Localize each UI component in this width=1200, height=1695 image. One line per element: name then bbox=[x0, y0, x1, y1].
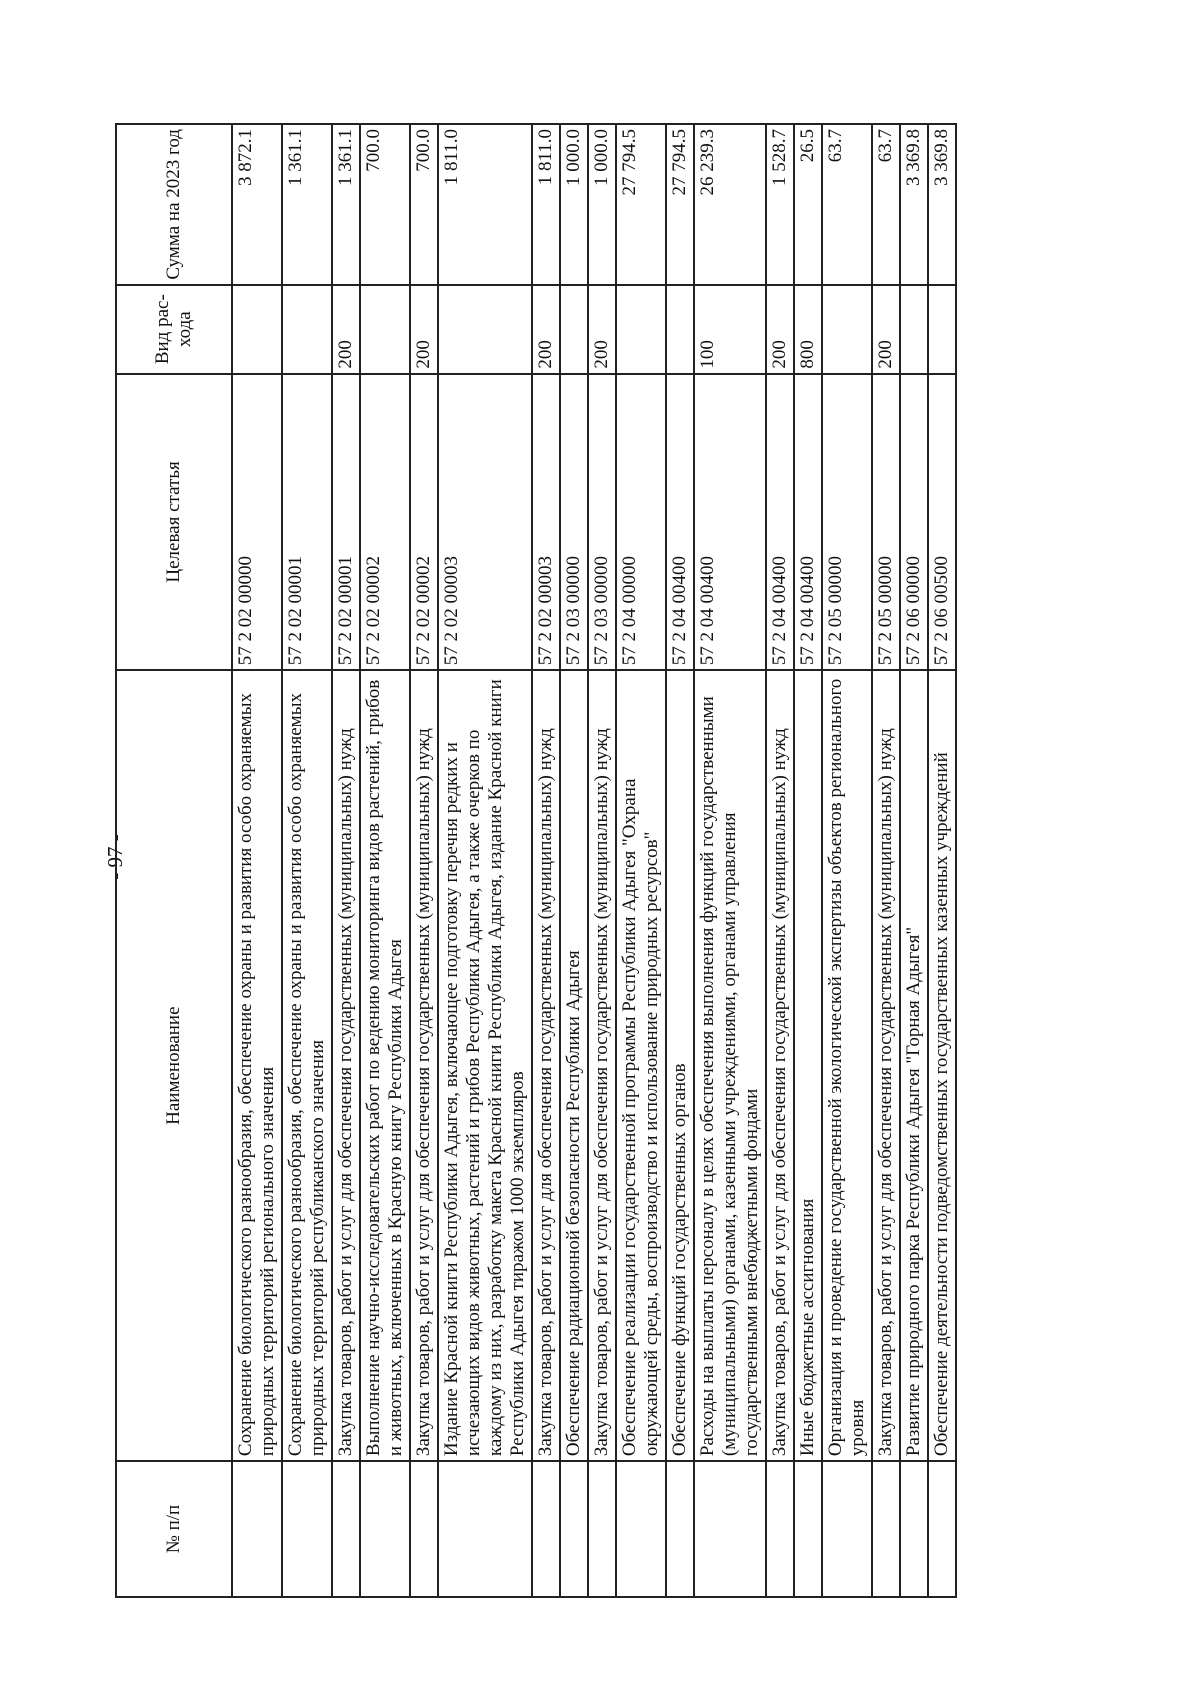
row-target-article: 57 2 02 00001 bbox=[282, 374, 332, 671]
row-expense-type bbox=[438, 285, 532, 374]
row-name: Выполнение научно-исследовательских работ по ведению мониторинга видов растений, грибов и животных, включенных в Красную книгу Республики Адыгея bbox=[360, 670, 410, 1461]
row-name: Закупка товаров, работ и услуг для обеспечения государственных (муниципальных) нужд bbox=[872, 670, 900, 1461]
row-number bbox=[794, 1461, 822, 1597]
row-expense-type bbox=[360, 285, 410, 374]
table-row bbox=[438, 124, 532, 1597]
table-row bbox=[928, 124, 956, 1597]
row-amount: 63.7 bbox=[822, 124, 872, 285]
row-expense-type bbox=[900, 285, 928, 374]
row-number bbox=[872, 1461, 900, 1597]
row-amount: 3 369.8 bbox=[900, 124, 928, 285]
table-row bbox=[666, 124, 694, 1597]
table-row bbox=[900, 124, 928, 1597]
row-number bbox=[822, 1461, 872, 1597]
row-name: Иные бюджетные ассигнования bbox=[794, 670, 822, 1461]
row-number bbox=[928, 1461, 956, 1597]
header-name: Наименование bbox=[116, 670, 232, 1461]
table-row bbox=[616, 124, 666, 1597]
row-amount: 3 369.8 bbox=[928, 124, 956, 285]
row-target-article: 57 2 04 00400 bbox=[694, 374, 766, 671]
row-expense-type bbox=[616, 285, 666, 374]
row-amount: 1 361.1 bbox=[332, 124, 360, 285]
row-target-article: 57 2 05 00000 bbox=[872, 374, 900, 671]
row-number bbox=[694, 1461, 766, 1597]
table-row bbox=[232, 124, 282, 1597]
row-target-article: 57 2 05 00000 bbox=[822, 374, 872, 671]
row-expense-type bbox=[232, 285, 282, 374]
row-target-article: 57 2 06 00000 bbox=[900, 374, 928, 671]
row-expense-type: 100 bbox=[694, 285, 766, 374]
row-name: Расходы на выплаты персоналу в целях обеспечения выполнения функций государственными (муниципальными) органами, казенными учреждениями, органами управления государственными внебюджетными фондами bbox=[694, 670, 766, 1461]
row-number bbox=[410, 1461, 438, 1597]
row-expense-type: 200 bbox=[410, 285, 438, 374]
row-name: Обеспечение реализации государственной программы Республики Адыгея "Охрана окружающей среды, воспроизводство и использование природных ресурсов" bbox=[616, 670, 666, 1461]
row-expense-type bbox=[666, 285, 694, 374]
budget-table bbox=[115, 123, 957, 1598]
row-amount: 700.0 bbox=[410, 124, 438, 285]
row-name: Издание Красной книги Республики Адыгея, включающее подготовку перечня редких и исчезающих видов животных, растений и грибов Республики Адыгея, а также очерков по каждому из них, разработку макета Красной книги Республики Адыгея, издание Красной книги Республики Адыгея тиражом 1000 экземпляров bbox=[438, 670, 532, 1461]
row-number bbox=[360, 1461, 410, 1597]
row-number bbox=[560, 1461, 588, 1597]
row-target-article: 57 2 02 00003 bbox=[438, 374, 532, 671]
row-name: Развитие природного парка Республики Адыгея "Горная Адыгея" bbox=[900, 670, 928, 1461]
row-target-article: 57 2 04 00400 bbox=[794, 374, 822, 671]
row-amount: 1 528.7 bbox=[766, 124, 794, 285]
row-expense-type bbox=[822, 285, 872, 374]
row-name: Обеспечение радиационной безопасности Республики Адыгея bbox=[560, 670, 588, 1461]
row-name: Закупка товаров, работ и услуг для обеспечения государственных (муниципальных) нужд bbox=[532, 670, 560, 1461]
row-name: Закупка товаров, работ и услуг для обеспечения государственных (муниципальных) нужд bbox=[410, 670, 438, 1461]
header-amount-2023: Сумма на 2023 год bbox=[116, 124, 232, 285]
row-amount: 700.0 bbox=[360, 124, 410, 285]
row-amount: 26.5 bbox=[794, 124, 822, 285]
rotated-page-content bbox=[115, 123, 1065, 1598]
row-name: Закупка товаров, работ и услуг для обеспечения государственных (муниципальных) нужд bbox=[588, 670, 616, 1461]
row-amount: 1 000.0 bbox=[588, 124, 616, 285]
row-target-article: 57 2 04 00000 bbox=[616, 374, 666, 671]
table-row bbox=[766, 124, 794, 1597]
row-amount: 63.7 bbox=[872, 124, 900, 285]
table-row bbox=[410, 124, 438, 1597]
row-amount: 1 811.0 bbox=[438, 124, 532, 285]
row-name: Организация и проведение государственной экологической экспертизы объектов регионального уровня bbox=[822, 670, 872, 1461]
table-row bbox=[588, 124, 616, 1597]
row-amount: 3 872.1 bbox=[232, 124, 282, 285]
row-amount: 1 361.1 bbox=[282, 124, 332, 285]
header-row bbox=[116, 124, 232, 1597]
row-amount: 1 000.0 bbox=[560, 124, 588, 285]
table-row bbox=[822, 124, 872, 1597]
row-expense-type: 800 bbox=[794, 285, 822, 374]
row-expense-type: 200 bbox=[332, 285, 360, 374]
row-target-article: 57 2 03 00000 bbox=[588, 374, 616, 671]
table-row bbox=[794, 124, 822, 1597]
row-number bbox=[588, 1461, 616, 1597]
header-target-article: Целевая статья bbox=[116, 374, 232, 671]
row-amount: 26 239.3 bbox=[694, 124, 766, 285]
row-target-article: 57 2 06 00500 bbox=[928, 374, 956, 671]
row-amount: 27 794.5 bbox=[666, 124, 694, 285]
row-expense-type: 200 bbox=[872, 285, 900, 374]
row-target-article: 57 2 02 00000 bbox=[232, 374, 282, 671]
row-name: Обеспечение функций государственных органов bbox=[666, 670, 694, 1461]
row-amount: 1 811.0 bbox=[532, 124, 560, 285]
row-target-article: 57 2 02 00002 bbox=[410, 374, 438, 671]
row-name: Закупка товаров, работ и услуг для обеспечения государственных (муниципальных) нужд bbox=[766, 670, 794, 1461]
table-row bbox=[360, 124, 410, 1597]
row-expense-type bbox=[928, 285, 956, 374]
header-expense-type: Вид рас-хода bbox=[116, 285, 232, 374]
row-number bbox=[666, 1461, 694, 1597]
row-name: Закупка товаров, работ и услуг для обеспечения государственных (муниципальных) нужд bbox=[332, 670, 360, 1461]
row-number bbox=[616, 1461, 666, 1597]
row-target-article: 57 2 02 00002 bbox=[360, 374, 410, 671]
table-row bbox=[694, 124, 766, 1597]
row-number bbox=[438, 1461, 532, 1597]
row-number bbox=[332, 1461, 360, 1597]
table-row bbox=[332, 124, 360, 1597]
row-target-article: 57 2 02 00001 bbox=[332, 374, 360, 671]
row-target-article: 57 2 03 00000 bbox=[560, 374, 588, 671]
row-target-article: 57 2 02 00003 bbox=[532, 374, 560, 671]
table-row bbox=[532, 124, 560, 1597]
row-expense-type bbox=[282, 285, 332, 374]
row-expense-type bbox=[560, 285, 588, 374]
row-name: Обеспечение деятельности подведомственных государственных казенных учреждений bbox=[928, 670, 956, 1461]
row-expense-type: 200 bbox=[588, 285, 616, 374]
header-number: № п/п bbox=[116, 1461, 232, 1597]
table-row bbox=[282, 124, 332, 1597]
row-expense-type: 200 bbox=[532, 285, 560, 374]
row-name: Сохранение биологического разнообразия, обеспечение охраны и развития особо охраняемых природных территорий республиканского значения bbox=[282, 670, 332, 1461]
row-number bbox=[232, 1461, 282, 1597]
row-expense-type: 200 bbox=[766, 285, 794, 374]
page-number: - 97 - bbox=[103, 834, 127, 880]
row-number bbox=[282, 1461, 332, 1597]
table-row bbox=[560, 124, 588, 1597]
row-number bbox=[532, 1461, 560, 1597]
table-body bbox=[232, 124, 956, 1597]
row-number bbox=[900, 1461, 928, 1597]
table-row bbox=[872, 124, 900, 1597]
row-name: Сохранение биологического разнообразия, обеспечение охраны и развития особо охраняемых природных территорий регионального значения bbox=[232, 670, 282, 1461]
row-target-article: 57 2 04 00400 bbox=[666, 374, 694, 671]
row-target-article: 57 2 04 00400 bbox=[766, 374, 794, 671]
table-header bbox=[116, 124, 232, 1597]
row-number bbox=[766, 1461, 794, 1597]
row-amount: 27 794.5 bbox=[616, 124, 666, 285]
